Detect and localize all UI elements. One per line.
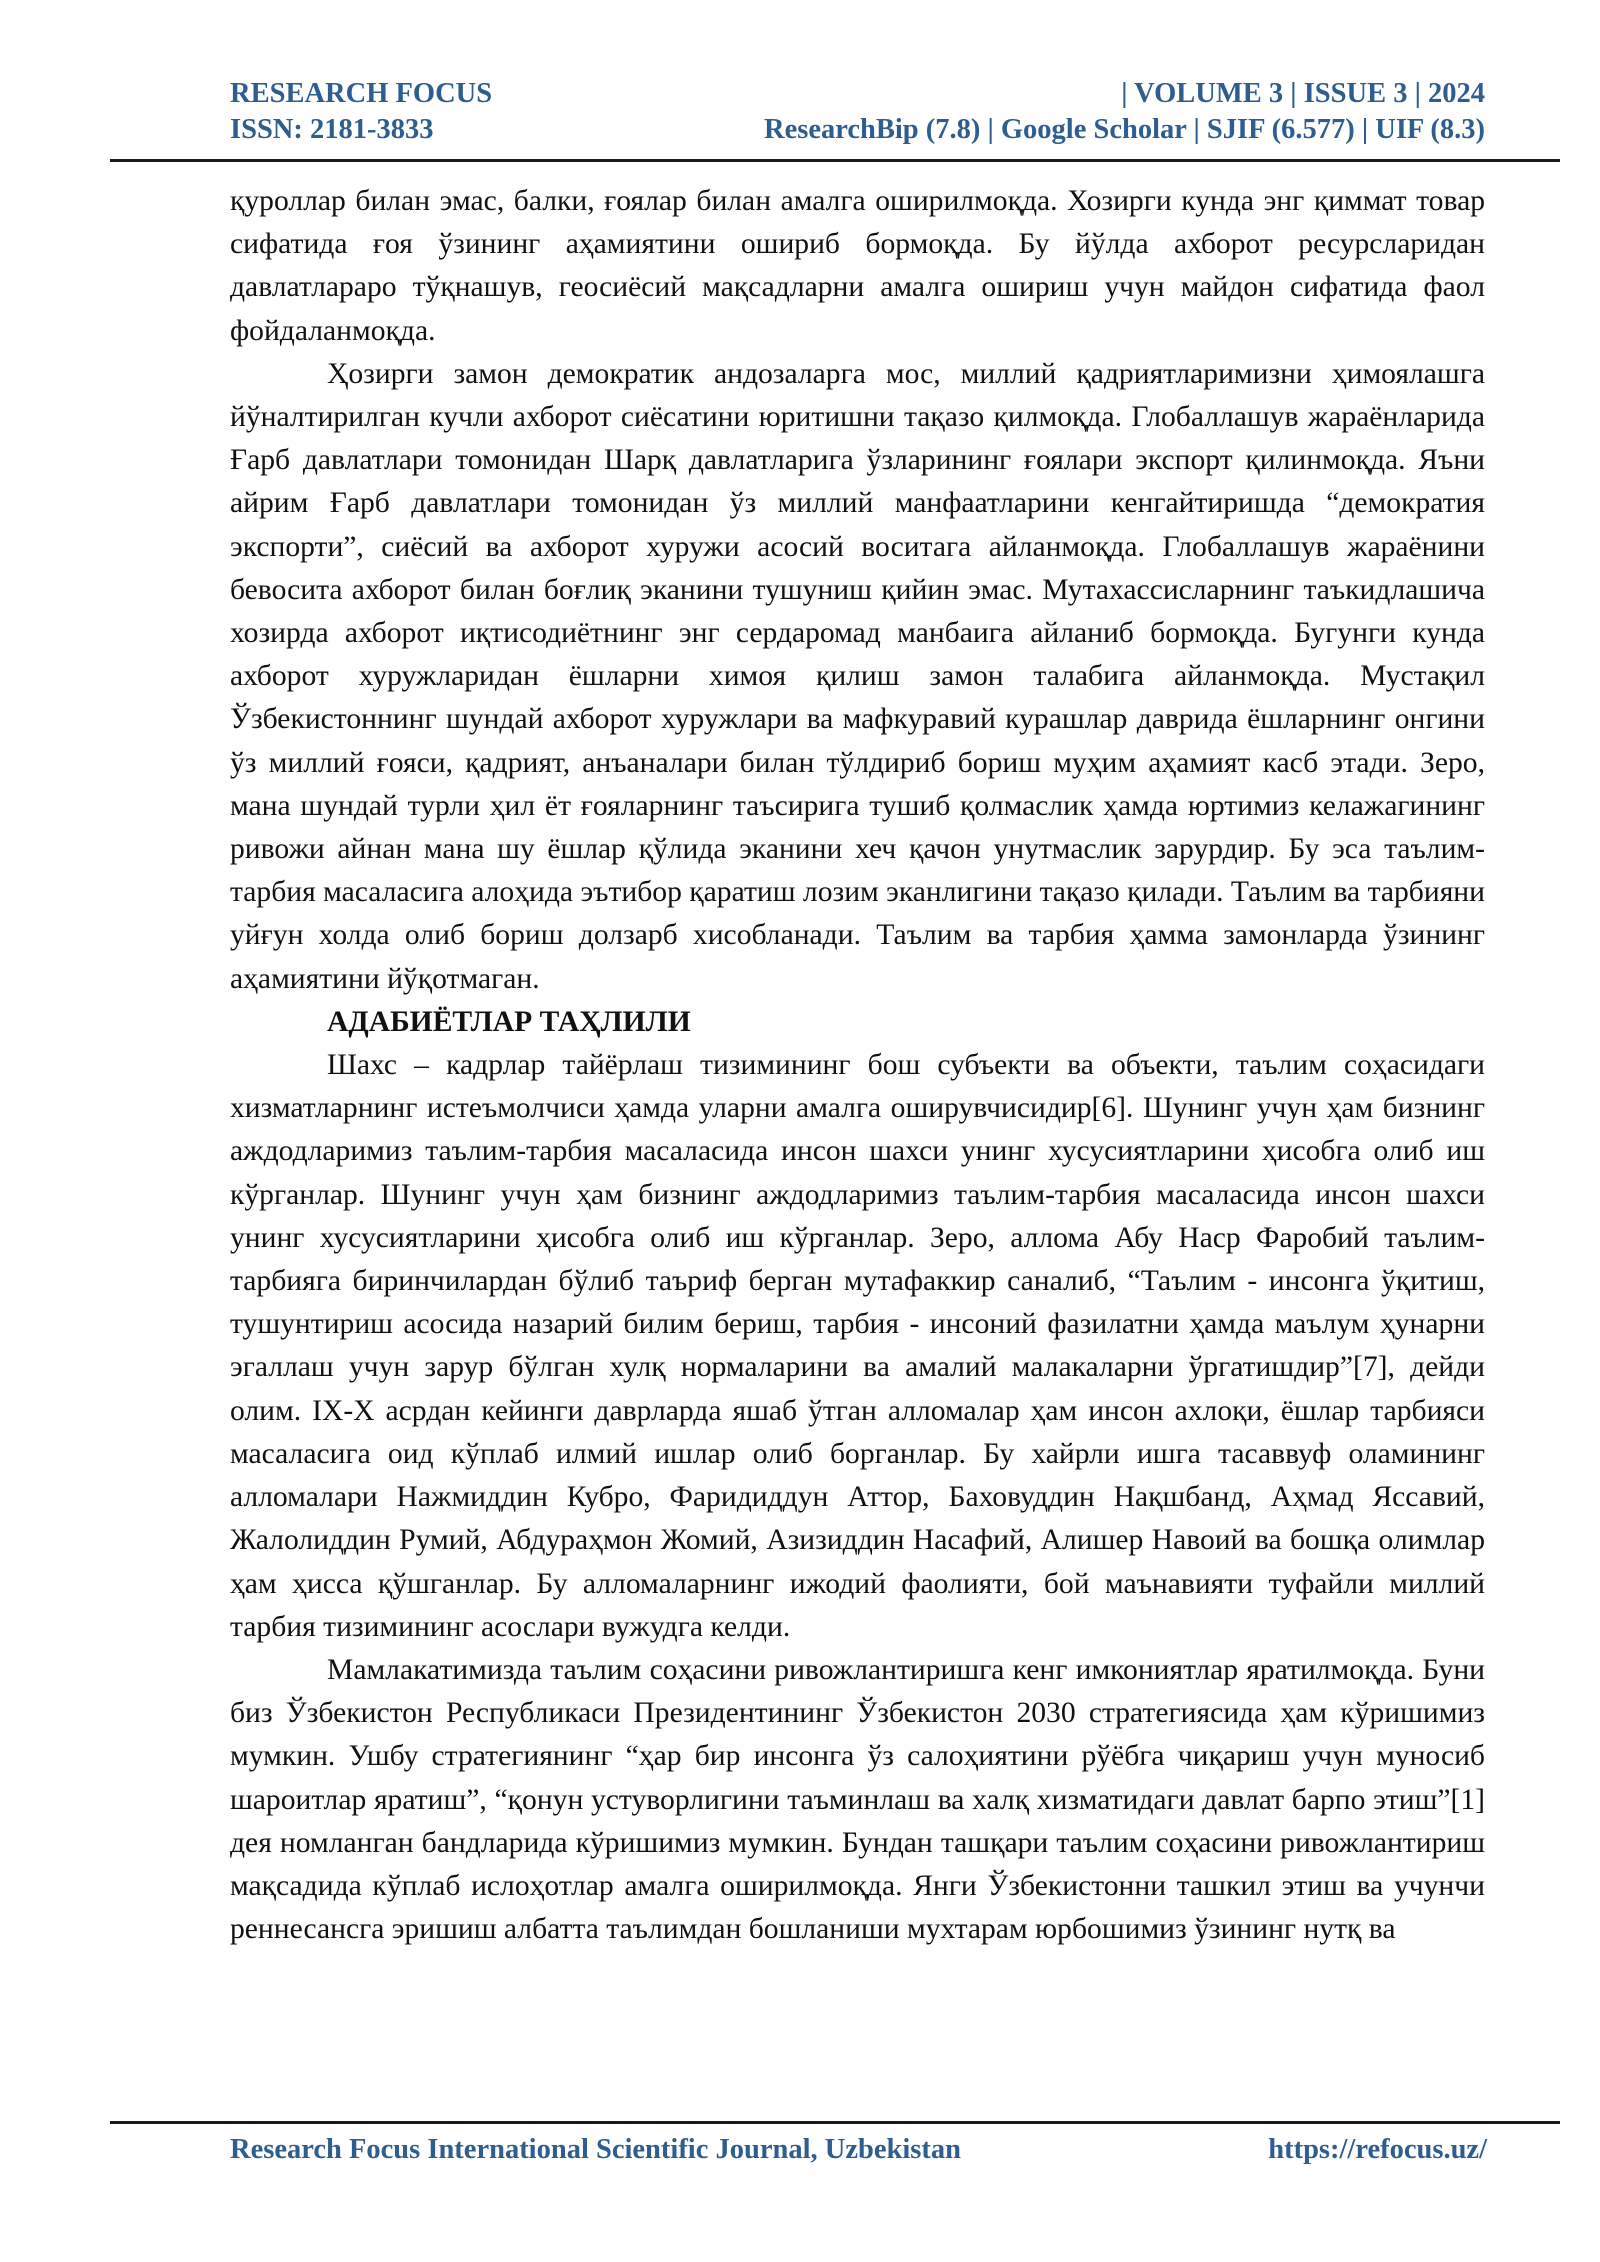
indexing-info: ResearchBip (7.8) | Google Scholar | SJIF (6.577) | UIF (8.3) — [764, 114, 1485, 145]
page-header — [230, 76, 1485, 148]
article-body — [230, 180, 1485, 1951]
paragraph: Шахс – кадрлар тайёрлаш тизимининг бош субъекти ва объекти, таълим соҳасидаги хизматларнинг истеъмолчиси ҳамда уларни амалга оширувчисидир[6]. Шунинг учун ҳам бизнинг аждодларимиз таълим-тарбия масаласида инсон шахси унинг хусусиятларини ҳисобга олиб иш кўрганлар. Шунинг учун ҳам бизнинг аждодларимиз таълим-тарбия масаласида инсон шахси унинг хусусиятларини ҳисобга олиб иш кўрганлар. Зеро, аллома Абу Наср Фаробий таълим-тарбияга биринчилардан бўлиб таъриф берган мутафаккир саналиб, “Таълим - инсонга ўқитиш, тушунтириш асосида назарий билим бериш, тарбия - инсоний фазилатни ҳамда маълум ҳунарни эгаллаш учун зарур бўлган хулқ нормаларини ва амалий малакаларни ўргатишдир”[7], дейди олим. IX-X асрдан кейинги даврларда яшаб ўтган алломалар ҳам инсон ахлоқи, ёшлар тарбияси масаласига оид кўплаб илмий ишлар олиб борганлар. Бу хайрли ишга тасаввуф оламининг алломалари Нажмиддин Кубро, Фаридиддун Аттор, Баховуддин Нақшбанд, Аҳмад Яссавий, Жалолиддин Румий, Абдураҳмон Жомий, Азизиддин Насафий, Алишер Навоий ва бошқа олимлар ҳам ҳисса қўшганлар. Бу алломаларнинг ижодий фаолияти, бой маънавияти туфайли миллий тарбия тизимининг асослари вужудга келди. — [230, 1049, 1485, 1643]
page-footer — [230, 2132, 1487, 2168]
journal-full-name: Research Focus International Scientific Journal, Uzbekistan — [230, 2134, 961, 2165]
paragraph: Мамлакатимизда таълим соҳасини ривожлантиришга кенг имкониятлар яратилмоқда. Буни биз Ўзбекистон Республикаси Президентининг Ўзбекистон 2030 стратегиясида ҳам кўришимиз мумкин. Ушбу стратегиянинг “ҳар бир инсонга ўз салоҳиятини рўёбга чиқариш учун муносиб шароитлар яратиш”, “қонун устуворлигини таъминлаш ва халқ хизматидаги давлат барпо этиш”[1] дея номланган бандларида кўришимиз мумкин. Бундан ташқари таълим соҳасини ривожлантириш мақсадида кўплаб ислоҳотлар амалга оширилмоқда. Янги Ўзбекистонни ташкил этиш ва учунчи реннесансга эришиш албатта таълимдан бошланиши мухтарам юрбошимиз ўзининг нутқ ва — [230, 1653, 1485, 1946]
header-divider — [110, 159, 1560, 162]
header-row-1 — [230, 76, 1485, 112]
footer-divider — [110, 2121, 1560, 2124]
journal-name: RESEARCH FOCUS — [230, 78, 493, 109]
section-heading: АДАБИЁТЛАР ТАҲЛИЛИ — [327, 1005, 691, 1038]
paragraph: қуроллар билан эмас, балки, ғоялар билан амалга оширилмоқда. Хозирги кунда энг қиммат товар сифатида ғоя ўзининг аҳамиятини ошириб бормоқда. Бу йўлда ахборот ресурсларидан давлатлараро тўқнашув, геосиёсий мақсадларни амалга ошириш учун майдон сифатида фаол фойдаланмоқда. — [230, 185, 1485, 347]
issn: ISSN: 2181-3833 — [230, 114, 434, 145]
paragraph: Ҳозирги замон демократик андозаларга мос, миллий қадриятларимизни ҳимоялашга йўналтирилган кучли ахборот сиёсатини юритишни тақазо қилмоқда. Глобаллашув жараёнларида Ғарб давлатлари томонидан Шарқ давлатларига ўзларининг ғоялари экспорт қилинмоқда. Яъни айрим Ғарб давлатлари томонидан ўз миллий манфаатларини кенгайтиришда “демократия экспорти”, сиёсий ва ахборот хуружи асосий воситага айланмоқда. Глобаллашув жараёнини бевосита ахборот билан боғлиқ эканини тушуниш қийин эмас. Мутахассисларнинг таъкидлашича хозирда ахборот иқтисодиётнинг энг сердаромад манбаига айланиб бормоқда. Бугунги кунда ахборот хуружларидан ёшларни химоя қилиш замон талабига айланмоқда. Мустақил Ўзбекистоннинг шундай ахборот хуружлари ва мафкуравий курашлар даврида ёшларнинг онгини ўз миллий ғояси, қадрият, анъаналари билан тўлдириб бориш муҳим аҳамият касб этади. Зеро, мана шундай турли ҳил ёт ғояларнинг таъсирига тушиб қолмаслик ҳамда юртимиз келажагининг ривожи айнан мана шу ёшлар қўлида эканини хеч қачон унутмаслик зарурдир. Бу эса таълим-тарбия масаласига алоҳида эътибор қаратиш лозим эканлигини тақазо қилади. Таълим ва тарбияни уйғун холда олиб бориш долзарб хисобланади. Таълим ва тарбия ҳамма замонларда ўзининг аҳамиятини йўқотмаган. — [230, 357, 1485, 995]
header-row-2 — [230, 112, 1485, 148]
volume-issue: | VOLUME 3 | ISSUE 3 | 2024 — [1121, 78, 1485, 109]
journal-url[interactable]: https://refocus.uz/ — [1268, 2134, 1487, 2165]
